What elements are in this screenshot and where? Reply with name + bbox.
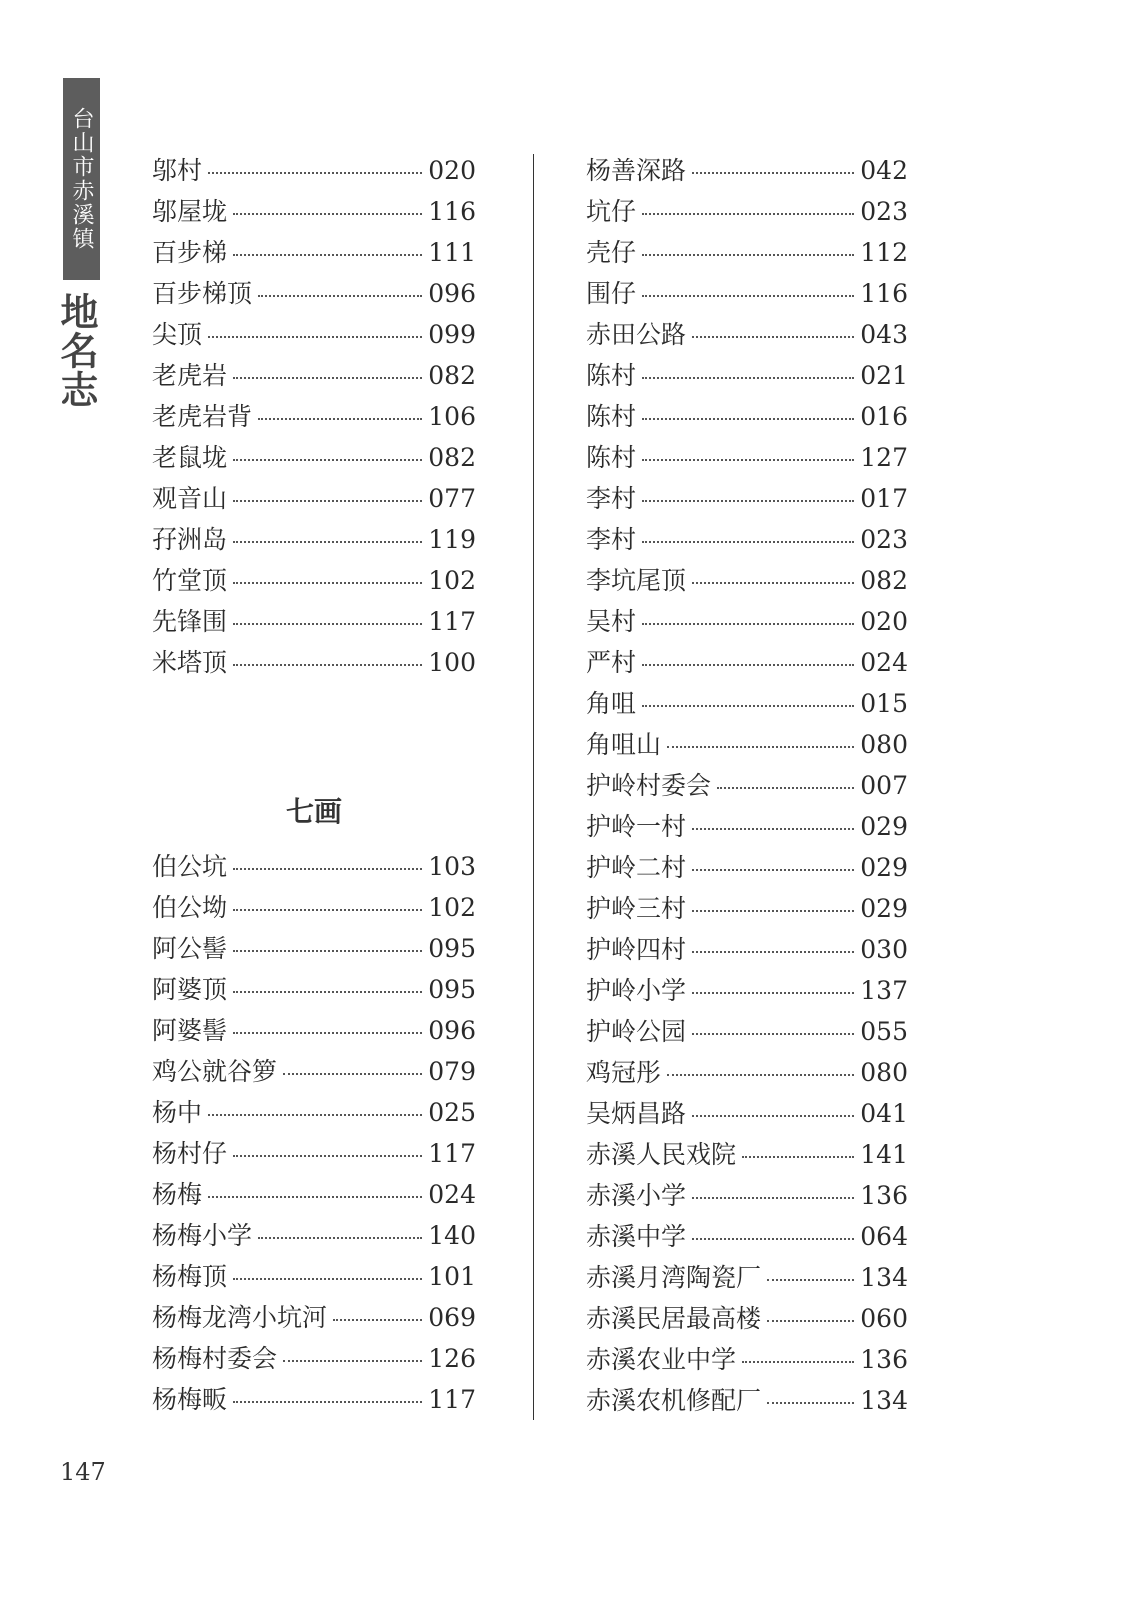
entry-page-number: 025 bbox=[428, 1098, 476, 1127]
entry-page-number: 136 bbox=[860, 1181, 908, 1210]
dot-leader bbox=[692, 910, 854, 912]
entry-page-number: 100 bbox=[428, 648, 476, 677]
entry-name: 护岭一村 bbox=[586, 812, 687, 841]
entry-name: 杨梅村委会 bbox=[152, 1344, 278, 1373]
entry-page-number: 023 bbox=[860, 525, 908, 554]
entry-page-number: 023 bbox=[860, 197, 908, 226]
entry-name: 杨梅 bbox=[152, 1180, 203, 1209]
index-entry bbox=[586, 1011, 908, 1052]
page-number: 147 bbox=[60, 1458, 106, 1486]
index-entry bbox=[152, 1174, 476, 1215]
index-entry bbox=[586, 970, 908, 1011]
index-entry bbox=[586, 232, 908, 273]
entry-name: 围仔 bbox=[586, 279, 637, 308]
entry-name: 邬屋垅 bbox=[152, 197, 228, 226]
dot-leader bbox=[692, 1238, 854, 1240]
entry-page-number: 101 bbox=[428, 1262, 476, 1291]
dot-leader bbox=[742, 1361, 854, 1363]
dot-leader bbox=[642, 705, 854, 707]
entry-name: 陈村 bbox=[586, 402, 637, 431]
entry-page-number: 021 bbox=[860, 361, 908, 390]
dot-leader bbox=[233, 213, 422, 215]
entry-page-number: 029 bbox=[860, 812, 908, 841]
entry-name: 赤溪月湾陶瓷厂 bbox=[586, 1263, 762, 1292]
dot-leader bbox=[642, 377, 854, 379]
index-entry bbox=[586, 396, 908, 437]
entry-name: 护岭公园 bbox=[586, 1017, 687, 1046]
entry-name: 阿公髻 bbox=[152, 934, 228, 963]
entry-name: 陈村 bbox=[586, 443, 637, 472]
dot-leader bbox=[333, 1319, 422, 1321]
entry-name: 观音山 bbox=[152, 484, 228, 513]
index-entry bbox=[152, 1215, 476, 1256]
index-entry bbox=[152, 846, 476, 887]
entry-name: 杨村仔 bbox=[152, 1139, 228, 1168]
index-entry bbox=[152, 601, 476, 642]
entry-page-number: 096 bbox=[428, 1016, 476, 1045]
index-entry bbox=[586, 888, 908, 929]
entry-name: 赤溪农机修配厂 bbox=[586, 1386, 762, 1415]
index-entry bbox=[586, 765, 908, 806]
index-entry bbox=[586, 478, 908, 519]
entry-name: 吴村 bbox=[586, 607, 637, 636]
entry-name: 角咀山 bbox=[586, 730, 662, 759]
entry-page-number: 069 bbox=[428, 1303, 476, 1332]
dot-leader bbox=[717, 787, 854, 789]
entry-page-number: 024 bbox=[860, 648, 908, 677]
dot-leader bbox=[692, 869, 854, 871]
entry-name: 伯公坑 bbox=[152, 852, 228, 881]
entry-name: 严村 bbox=[586, 648, 637, 677]
index-entry bbox=[586, 314, 908, 355]
index-entry bbox=[586, 191, 908, 232]
entry-page-number: 082 bbox=[860, 566, 908, 595]
index-entry bbox=[152, 1010, 476, 1051]
index-entry bbox=[586, 355, 908, 396]
entry-name: 杨梅顶 bbox=[152, 1262, 228, 1291]
index-entry bbox=[152, 519, 476, 560]
index-entry bbox=[586, 1216, 908, 1257]
entry-name: 护岭四村 bbox=[586, 935, 687, 964]
index-entry bbox=[152, 1256, 476, 1297]
index-entry bbox=[586, 1257, 908, 1298]
dot-leader bbox=[642, 623, 854, 625]
entry-name: 先锋围 bbox=[152, 607, 228, 636]
entry-name: 壳仔 bbox=[586, 238, 637, 267]
entry-name: 杨中 bbox=[152, 1098, 203, 1127]
entry-name: 吴炳昌路 bbox=[586, 1099, 687, 1128]
index-entry bbox=[152, 191, 476, 232]
entry-page-number: 140 bbox=[428, 1221, 476, 1250]
dot-leader bbox=[692, 1115, 854, 1117]
entry-name: 坑仔 bbox=[586, 197, 637, 226]
entry-name: 李坑尾顶 bbox=[586, 566, 687, 595]
book-subtitle: 地名志 bbox=[54, 292, 98, 409]
entry-page-number: 137 bbox=[860, 976, 908, 1005]
index-entry bbox=[586, 683, 908, 724]
dot-leader bbox=[208, 1114, 422, 1116]
index-entry bbox=[152, 642, 476, 683]
dot-leader bbox=[642, 500, 854, 502]
entry-name: 李村 bbox=[586, 525, 637, 554]
index-entry bbox=[586, 437, 908, 478]
index-entry bbox=[586, 1052, 908, 1093]
index-entry bbox=[152, 969, 476, 1010]
index-entry bbox=[586, 1339, 908, 1380]
entry-name: 老鼠垅 bbox=[152, 443, 228, 472]
dot-leader bbox=[642, 459, 854, 461]
entry-page-number: 030 bbox=[860, 935, 908, 964]
entry-name: 护岭村委会 bbox=[586, 771, 712, 800]
entry-page-number: 134 bbox=[860, 1263, 908, 1292]
dot-leader bbox=[233, 1278, 422, 1280]
entry-page-number: 082 bbox=[428, 443, 476, 472]
entry-name: 百步梯 bbox=[152, 238, 228, 267]
entry-page-number: 077 bbox=[428, 484, 476, 513]
index-entry bbox=[152, 1379, 476, 1420]
dot-leader bbox=[233, 1401, 422, 1403]
entry-page-number: 102 bbox=[428, 893, 476, 922]
entry-page-number: 064 bbox=[860, 1222, 908, 1251]
entry-page-number: 041 bbox=[860, 1099, 908, 1128]
entry-name: 米塔顶 bbox=[152, 648, 228, 677]
entry-page-number: 095 bbox=[428, 934, 476, 963]
entry-page-number: 079 bbox=[428, 1057, 476, 1086]
index-entry bbox=[152, 560, 476, 601]
index-entry bbox=[152, 478, 476, 519]
entry-page-number: 020 bbox=[860, 607, 908, 636]
entry-page-number: 082 bbox=[428, 361, 476, 390]
dot-leader bbox=[742, 1156, 854, 1158]
dot-leader bbox=[233, 582, 422, 584]
entry-name: 孖洲岛 bbox=[152, 525, 228, 554]
dot-leader bbox=[692, 1033, 854, 1035]
dot-leader bbox=[233, 541, 422, 543]
sidebar-book-tab bbox=[63, 78, 100, 280]
entry-name: 赤溪民居最高楼 bbox=[586, 1304, 762, 1333]
index-entry bbox=[586, 1175, 908, 1216]
entry-name: 尖顶 bbox=[152, 320, 203, 349]
dot-leader bbox=[208, 1196, 422, 1198]
index-column-right bbox=[586, 150, 908, 1421]
entry-name: 伯公坳 bbox=[152, 893, 228, 922]
section-heading: 七画 bbox=[285, 795, 342, 828]
dot-leader bbox=[283, 1073, 422, 1075]
entry-name: 杨梅畈 bbox=[152, 1385, 228, 1414]
dot-leader bbox=[692, 828, 854, 830]
dot-leader bbox=[233, 459, 422, 461]
column-divider bbox=[533, 154, 534, 1420]
dot-leader bbox=[233, 1155, 422, 1157]
dot-leader bbox=[642, 664, 854, 666]
dot-leader bbox=[233, 868, 422, 870]
index-entry bbox=[152, 1338, 476, 1379]
index-entry bbox=[586, 1298, 908, 1339]
dot-leader bbox=[233, 500, 422, 502]
dot-leader bbox=[692, 172, 854, 174]
entry-page-number: 020 bbox=[428, 156, 476, 185]
entry-page-number: 136 bbox=[860, 1345, 908, 1374]
entry-page-number: 103 bbox=[428, 852, 476, 881]
dot-leader bbox=[767, 1320, 854, 1322]
dot-leader bbox=[258, 295, 422, 297]
entry-page-number: 117 bbox=[428, 1385, 476, 1414]
dot-leader bbox=[233, 1032, 422, 1034]
entry-name: 陈村 bbox=[586, 361, 637, 390]
index-entry bbox=[586, 724, 908, 765]
index-entry bbox=[586, 601, 908, 642]
dot-leader bbox=[233, 377, 422, 379]
dot-leader bbox=[642, 254, 854, 256]
entry-page-number: 127 bbox=[860, 443, 908, 472]
entry-page-number: 015 bbox=[860, 689, 908, 718]
entry-name: 老虎岩背 bbox=[152, 402, 253, 431]
index-entry bbox=[586, 1093, 908, 1134]
entry-page-number: 111 bbox=[428, 238, 476, 267]
dot-leader bbox=[233, 909, 422, 911]
dot-leader bbox=[283, 1360, 422, 1362]
dot-leader bbox=[233, 623, 422, 625]
index-entry bbox=[152, 928, 476, 969]
entry-name: 角咀 bbox=[586, 689, 637, 718]
dot-leader bbox=[233, 950, 422, 952]
index-entry bbox=[152, 1297, 476, 1338]
entry-page-number: 112 bbox=[860, 238, 908, 267]
entry-name: 鸡冠彤 bbox=[586, 1058, 662, 1087]
dot-leader bbox=[692, 951, 854, 953]
entry-page-number: 042 bbox=[860, 156, 908, 185]
entry-page-number: 119 bbox=[428, 525, 476, 554]
index-entry bbox=[152, 232, 476, 273]
dot-leader bbox=[692, 992, 854, 994]
index-entry bbox=[586, 519, 908, 560]
entry-page-number: 029 bbox=[860, 853, 908, 882]
dot-leader bbox=[642, 295, 854, 297]
entry-page-number: 102 bbox=[428, 566, 476, 595]
index-entry bbox=[586, 150, 908, 191]
entry-name: 竹堂顶 bbox=[152, 566, 228, 595]
dot-leader bbox=[767, 1279, 854, 1281]
index-entry bbox=[152, 1092, 476, 1133]
entry-page-number: 134 bbox=[860, 1386, 908, 1415]
entry-page-number: 055 bbox=[860, 1017, 908, 1046]
entry-name: 赤田公路 bbox=[586, 320, 687, 349]
index-entry bbox=[586, 273, 908, 314]
dot-leader bbox=[642, 418, 854, 420]
dot-leader bbox=[767, 1402, 854, 1404]
dot-leader bbox=[208, 172, 422, 174]
entry-page-number: 095 bbox=[428, 975, 476, 1004]
index-entry bbox=[586, 1134, 908, 1175]
entry-page-number: 080 bbox=[860, 730, 908, 759]
dot-leader bbox=[692, 582, 854, 584]
index-entry bbox=[152, 314, 476, 355]
dot-leader bbox=[642, 213, 854, 215]
index-entry bbox=[152, 355, 476, 396]
entry-name: 杨善深路 bbox=[586, 156, 687, 185]
dot-leader bbox=[667, 1074, 854, 1076]
entry-name: 赤溪小学 bbox=[586, 1181, 687, 1210]
index-entry bbox=[152, 1051, 476, 1092]
entry-page-number: 007 bbox=[860, 771, 908, 800]
entry-page-number: 117 bbox=[428, 1139, 476, 1168]
entry-page-number: 080 bbox=[860, 1058, 908, 1087]
dot-leader bbox=[258, 1237, 422, 1239]
entry-page-number: 016 bbox=[860, 402, 908, 431]
index-entry bbox=[152, 1133, 476, 1174]
entry-page-number: 141 bbox=[860, 1140, 908, 1169]
entry-page-number: 117 bbox=[428, 607, 476, 636]
index-entry bbox=[586, 806, 908, 847]
entry-page-number: 029 bbox=[860, 894, 908, 923]
entry-page-number: 060 bbox=[860, 1304, 908, 1333]
entry-name: 护岭三村 bbox=[586, 894, 687, 923]
index-entry bbox=[586, 560, 908, 601]
dot-leader bbox=[233, 254, 422, 256]
entry-page-number: 116 bbox=[860, 279, 908, 308]
book-title: 台山市赤溪镇 bbox=[69, 107, 94, 251]
entry-page-number: 043 bbox=[860, 320, 908, 349]
dot-leader bbox=[642, 541, 854, 543]
index-entry bbox=[152, 437, 476, 478]
entry-name: 护岭二村 bbox=[586, 853, 687, 882]
index-column-left-top bbox=[152, 150, 476, 683]
entry-page-number: 106 bbox=[428, 402, 476, 431]
entry-name: 赤溪农业中学 bbox=[586, 1345, 737, 1374]
entry-page-number: 099 bbox=[428, 320, 476, 349]
entry-name: 阿婆顶 bbox=[152, 975, 228, 1004]
index-entry bbox=[586, 929, 908, 970]
index-entry bbox=[152, 887, 476, 928]
entry-name: 鸡公就谷箩 bbox=[152, 1057, 278, 1086]
entry-name: 杨梅小学 bbox=[152, 1221, 253, 1250]
entry-name: 杨梅龙湾小坑河 bbox=[152, 1303, 328, 1332]
entry-name: 老虎岩 bbox=[152, 361, 228, 390]
index-entry bbox=[152, 273, 476, 314]
entry-page-number: 116 bbox=[428, 197, 476, 226]
entry-page-number: 024 bbox=[428, 1180, 476, 1209]
dot-leader bbox=[692, 336, 854, 338]
index-entry bbox=[586, 1380, 908, 1421]
entry-name: 护岭小学 bbox=[586, 976, 687, 1005]
dot-leader bbox=[233, 991, 422, 993]
entry-name: 赤溪人民戏院 bbox=[586, 1140, 737, 1169]
index-column-left-bottom bbox=[152, 846, 476, 1420]
dot-leader bbox=[667, 746, 854, 748]
index-entry bbox=[586, 642, 908, 683]
index-entry bbox=[586, 847, 908, 888]
dot-leader bbox=[233, 664, 422, 666]
entry-name: 阿婆髻 bbox=[152, 1016, 228, 1045]
dot-leader bbox=[692, 1197, 854, 1199]
entry-name: 百步梯顶 bbox=[152, 279, 253, 308]
entry-page-number: 096 bbox=[428, 279, 476, 308]
entry-page-number: 017 bbox=[860, 484, 908, 513]
entry-name: 赤溪中学 bbox=[586, 1222, 687, 1251]
dot-leader bbox=[258, 418, 422, 420]
entry-page-number: 126 bbox=[428, 1344, 476, 1373]
entry-name: 邬村 bbox=[152, 156, 203, 185]
index-entry bbox=[152, 396, 476, 437]
entry-name: 李村 bbox=[586, 484, 637, 513]
index-entry bbox=[152, 150, 476, 191]
dot-leader bbox=[208, 336, 422, 338]
